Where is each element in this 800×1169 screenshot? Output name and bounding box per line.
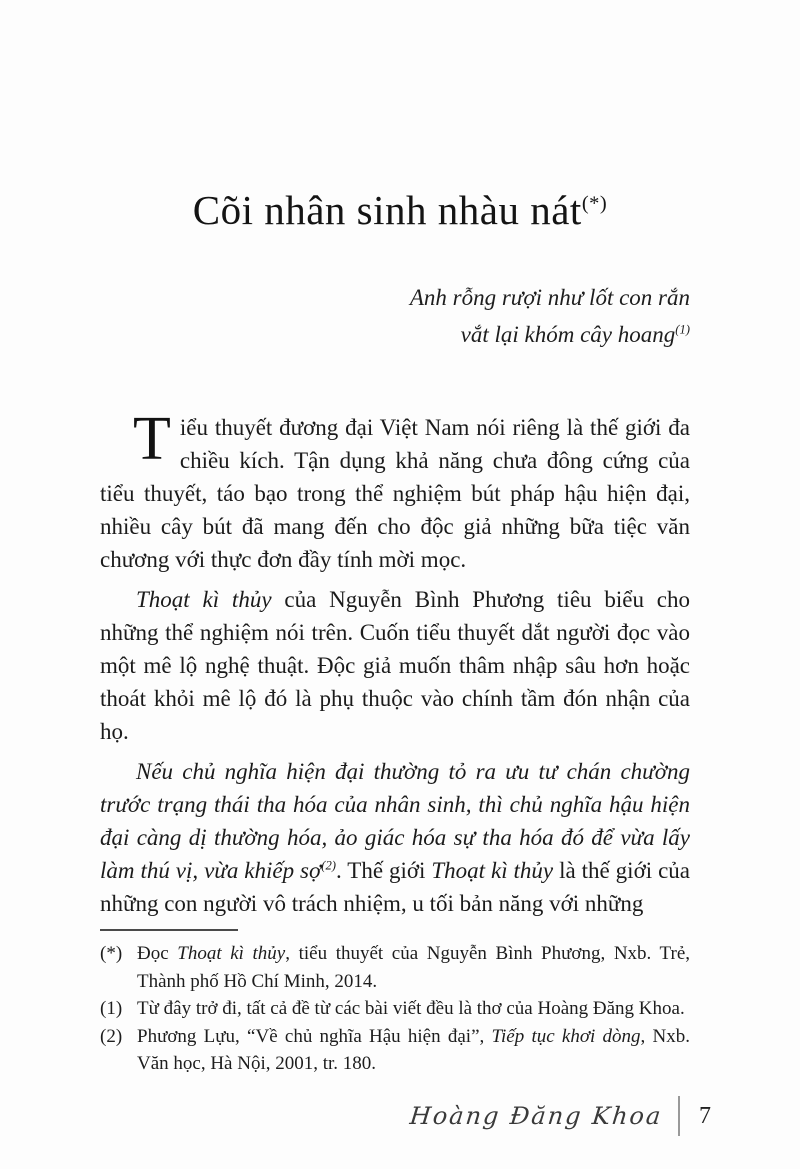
- epigraph-line-2-text: vắt lại khóm cây hoang: [460, 322, 676, 348]
- footnote-text: [137, 1023, 690, 1078]
- epigraph-footnote-marker: (1): [675, 322, 690, 337]
- paragraph-3-italic-lead: Nếu chủ nghĩa hiện đại thường tỏ ra ưu tư chán chường trước trạng thái tha hóa của nhân sinh, thì chủ nghĩa hậu hiện đại càng dị thường hóa, ảo giác hóa sự tha hóa đó để vừa lấy làm thú vị, vừa khiếp sợ: [100, 759, 690, 884]
- title-footnote-marker: (*): [581, 192, 608, 215]
- footer-author-signature: Hoàng Đăng Khoa: [408, 1102, 664, 1130]
- footnote-text-italic: Tiếp tục khơi dòng: [491, 1025, 641, 1047]
- footnote-text-lead: Đọc: [137, 943, 178, 965]
- chapter-title: [0, 0, 800, 233]
- epigraph: [100, 279, 690, 353]
- paragraph-2: [100, 583, 690, 748]
- footnote-text-lead: Từ đây trở đi, tất cả đề từ các bài viết đều là thơ của Hoàng Đăng Khoa.: [137, 998, 685, 1020]
- footnote-marker: (1): [100, 998, 123, 1020]
- footer-divider: [678, 1096, 680, 1136]
- footnote-text-lead: Phương Lựu, “Về chủ nghĩa Hậu hiện đại”,: [137, 1025, 492, 1047]
- page-footer: [410, 1094, 714, 1138]
- novel-title-italic: Thoạt kì thủy: [136, 587, 272, 613]
- footnote-1: [100, 995, 690, 1023]
- page-number: 7: [699, 1102, 711, 1129]
- footnote-text-rest: , Nxb. Văn học, Hà Nội, 2001, tr. 180.: [137, 1025, 690, 1075]
- chapter-title-text: Cõi nhân sinh nhàu nát: [192, 187, 582, 233]
- footnote-text-rest: , tiểu thuyết của Nguyễn Bình Phương, Nxb. Trẻ, Thành phố Hồ Chí Minh, 2014.: [137, 943, 690, 992]
- footnote-star: [100, 940, 690, 995]
- novel-title-italic: Thoạt kì thủy: [431, 858, 554, 884]
- epigraph-line-1: [100, 279, 690, 316]
- paragraph-1: [100, 405, 690, 576]
- drop-cap: T: [133, 405, 171, 474]
- footnote-separator-rule: [100, 929, 238, 931]
- footnote-marker: (2): [100, 1025, 123, 1047]
- paragraph-3-rest: là thế giới của những con người vô trách nhiệm, u tối bản năng với những: [100, 858, 690, 917]
- paragraph-2-text: của Nguyễn Bình Phương tiêu biểu cho những thể nghiệm nói trên. Cuốn tiểu thuyết dắt người đọc vào một mê lộ nghệ thuật. Độc giả muốn thâm nhập sâu hơn hoặc thoát khỏi mê lộ đó là phụ thuộc vào chính tầm đón nhận của họ.: [100, 587, 690, 745]
- footnotes: [100, 940, 690, 1078]
- footnote-2: [100, 1023, 690, 1078]
- epigraph-line-1-text: Anh rỗng rượi như lốt con rắn: [409, 285, 690, 311]
- paragraph-1-text: iểu thuyết đương đại Việt Nam nói riêng là thế giới đa chiều kích. Tận dụng khả năng chưa đông cứng của tiểu thuyết, táo bạo trong thể nghiệm bút pháp hậu hiện đại, nhiều cây bút đã mang đến cho độc giả những bữa tiệc văn chương với thực đơn đầy tính mời mọc.: [100, 415, 690, 573]
- body-footnote-marker: (2): [321, 858, 336, 873]
- footnote-text: [137, 940, 690, 995]
- footnote-marker: (*): [100, 943, 123, 965]
- footnote-text: [137, 995, 690, 1023]
- footnote-text-italic: Thoạt kì thủy: [177, 943, 286, 965]
- epigraph-line-2: [100, 316, 690, 353]
- paragraph-3: [100, 755, 690, 920]
- paragraph-3-after-note: . Thế giới: [336, 858, 432, 884]
- body-text: [100, 405, 690, 920]
